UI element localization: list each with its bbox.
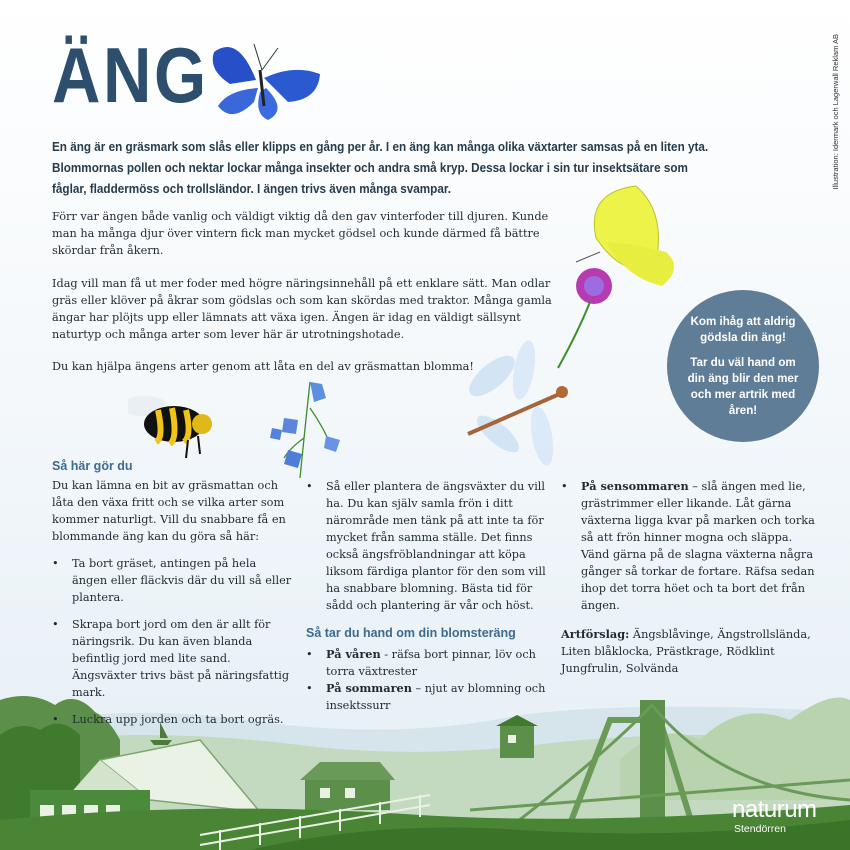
care-label-late-summer: På sensommaren (581, 479, 689, 493)
list-item (306, 646, 546, 680)
care-list (306, 646, 546, 714)
planting-list (306, 478, 546, 614)
bluebell-illustration (270, 378, 350, 482)
bee-illustration (128, 388, 224, 460)
species-suggestions (561, 626, 823, 677)
list-item (561, 478, 823, 614)
care-heading: Så tar du hand om din blomsteräng (306, 626, 516, 640)
list-item (306, 680, 546, 714)
butterfly-blue-illustration (208, 30, 324, 122)
how-to-intro: Du kan lämna en bit av gräsmattan och låta den växa fritt och se vilka arter som kommer naturligt. Vill du snabbare få en blommande äng kan du göra så här: (52, 479, 286, 543)
list-item: • Så eller plantera de ängsväxter du vill ha. Du kan själv samla frön i ditt närområde men tänk på att inte ta för mycket från samma ställe. Det finns också ängsfröblandningar att köpa liksom färdiga plantor för den som vill ha snabbare blomning. Bästa tid för sådd och plantering är vår och höst. (306, 478, 546, 614)
page-title: ÄNG (52, 31, 209, 119)
list-item: • Ta bort gräset, antingen på hela ängen eller fläckvis där du vill så eller plantera. (52, 555, 292, 606)
care-label-summer: På sommaren (326, 681, 412, 695)
planting-column (306, 478, 546, 614)
badge-line-2: Tar du väl hand om din äng blir den mer och mer artrik med åren! (687, 355, 799, 417)
dragonfly-illustration (462, 336, 570, 474)
butterfly-yellow-illustration (556, 182, 688, 372)
list-item: • Luckra upp jorden och ta bort ogräs. (52, 711, 292, 728)
care-label-spring: På våren (326, 647, 381, 661)
reminder-badge (667, 290, 819, 442)
logo-wordmark: naturum (732, 796, 817, 823)
list-item: • Skrapa bort jord om den är allt för näringsrik. Du kan även blanda befintlig jord med lite sand. Ängsväxter trivs bäst på näringsfattig mark. (52, 616, 292, 701)
help-paragraph: Du kan hjälpa ängens arter genom att låta en del av gräsmattan blomma! (52, 360, 474, 373)
care-list-column (306, 646, 546, 714)
intro-paragraph: En äng är en gräsmark som slås eller klipps en gång per år. I en äng kan många olika växtarter samsas på en liten yta. Blommornas pollen och nektar lockar många insekter och andra små kryp. Dessa lockar i sin tur insektsätare som fåglar, fladdermöss och trollsländor. I ängen trivs även många svampar. (52, 140, 709, 196)
how-to-list (52, 555, 292, 728)
suggestions-text: Ängsblåvinge, Ängstrollslända, Liten blåklocka, Prästkrage, Rödklint Jungfrulin, Solvända (561, 628, 811, 675)
how-to-column (52, 477, 292, 728)
naturum-logo (732, 797, 817, 835)
suggestions-label: Artförslag: (561, 627, 630, 641)
history-paragraph: Förr var ängen både vanlig och väldigt viktig då den gav vinterfoder till djuren. Kunde man ha många djur över vintern fick man mycket gödsel och kunde därmed få bättre skördar från åkern. (52, 210, 549, 257)
badge-line-1: Kom ihåg att aldrig gödsla din äng! (690, 314, 796, 344)
care-text-summer: – njut av blomning och insektssurr (326, 682, 546, 712)
late-summer-list (561, 478, 823, 614)
late-summer-column (561, 478, 823, 677)
care-text-late-summer: – slå ängen med lie, grästrimmer eller likande. Låt gärna växterna ligga kvar på marken och torka så att frön hinner mogna och släppa. Vänd gärna på de slagna växterna några gånger så torkar de fortare. Räfsa sedan ihop det torra höet och ta bort det från ängen. (581, 480, 815, 612)
illustration-credit: Illustration: Idermark och Lagerwall Reklam AB (831, 34, 840, 190)
logo-location: Stendörren (734, 823, 786, 835)
care-text-spring: - räfsa bort pinnar, löv och torra växtrester (326, 648, 536, 678)
today-paragraph: Idag vill man få ut mer foder med högre näringsinnehåll på ett enklare sätt. Man odlar gräs eller klöver på åkrar som gödslas och som kan skördas med traktor. Många gamla ängar har plöjts upp eller lämnats att växa igen. Ängen är idag en väldigt sällsynt naturtyp och många arter som lever här är utrotningshotade. (52, 277, 552, 341)
how-to-heading: Så här gör du (52, 459, 133, 473)
